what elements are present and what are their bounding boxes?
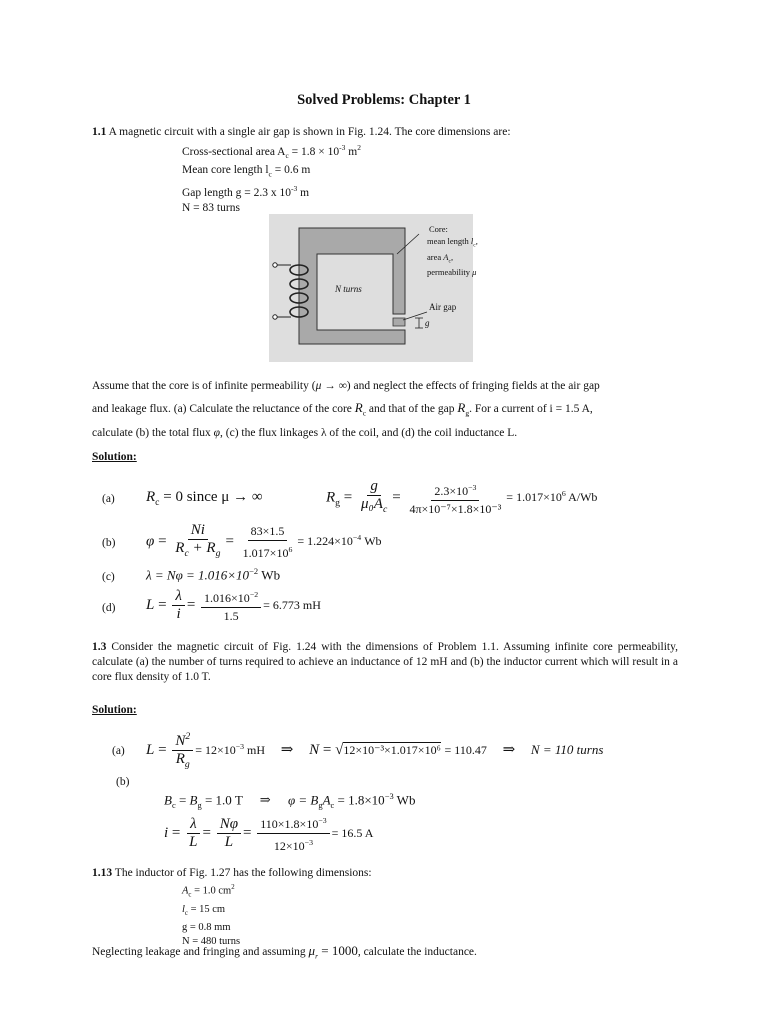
part-d-label: (d) <box>102 602 116 614</box>
problem-number: 1.1 <box>92 126 107 138</box>
figure-air-gap: Air gap <box>429 302 457 312</box>
magnetic-circuit-figure <box>269 214 478 362</box>
assumption-paragraph: Assume that the core is of infinite permeability (μ → ∞) and neglect the effects of fringing fields at the air gap and leakage flux. (a) Calculate the reluctance of the core $R_c$ and that of the gap $R_g$. For a current of i = 1.5 A, calculate (b) the total flux φ, (c) the flux linkages λ of the coil, and (d) the coil inductance L. <box>92 380 600 440</box>
dim-length-2: $l_c = 15$ cm <box>182 903 226 917</box>
dim-area: Cross-sectional area $A_c = 1.8 \times 10^{-3}$ $m^2$ <box>182 143 361 161</box>
page-title: Solved Problems: Chapter 1 <box>297 92 471 108</box>
dim-gap: Gap length g = 2.3 x $10^{-3}$ m <box>182 184 310 200</box>
dimension-list <box>182 140 361 216</box>
part-1-3-a-label: (a) <box>112 745 125 757</box>
eq-turns: L = $\frac{N^2}{R_g}$ = $12\times 10^{-3}$ mH ⇒ N = √12×10⁻³×1.017×10⁶ = 110.47 ⇒ N = 110 turns <box>146 728 603 773</box>
eq-inductance: L = $\frac{\lambda}{i}$ = $\frac{1.016\times 10^{-2}}{1.5}$ = 6.773 mH <box>146 588 321 623</box>
eq-core-reluctance: $R_c = 0$ since μ → ∞ <box>146 489 263 508</box>
figure-core-props: mean length $l_c$, area $A_c$, permeability μ <box>427 236 478 278</box>
eq-total-flux: φ = $\frac{Ni}{R_c + R_g}$ = $\frac{83\times 1.5}{1.017\times 10^6}$ = $1.224\times 10^{-4}$ Wb <box>146 522 382 560</box>
core-lower-stub <box>393 318 405 326</box>
figure-n-turns: N turns <box>335 284 362 294</box>
solution-heading-2: Solution: <box>92 704 137 716</box>
dim-turns: N = 83 turns <box>182 202 240 215</box>
solution-heading-1: Solution: <box>92 451 137 463</box>
figure-labels: Core: <box>429 224 448 234</box>
terminal-bottom <box>273 315 277 319</box>
terminal-top <box>273 263 277 267</box>
eq-flux-linkage: $\lambda = N\varphi = 1.016\times 10^{-2}$ Wb <box>146 566 281 583</box>
dim-length: Mean core length $l_c = 0.6$ m <box>182 164 311 179</box>
problem-1-13-intro: 1.13 The inductor of Fig. 1.27 has the following dimensions: <box>92 867 372 879</box>
problem-1-1-intro <box>92 125 692 140</box>
figure-g: g <box>425 318 430 328</box>
problem-text: A magnetic circuit with a single air gap is shown in Fig. 1.24. The core dimensions are: <box>108 126 511 138</box>
problem-1-13-closing: Neglecting leakage and fringing and assuming $\mu_r = 1000$, calculate the inductance. <box>92 943 477 961</box>
dimension-list-2 <box>182 881 240 949</box>
eq-flux-density: $B_c = B_g = 1.0$ T ⇒ $\varphi = B_gA_c = 1.8\times 10^{-3}$ Wb <box>164 791 416 810</box>
problem-1-3: 1.3 Consider the magnetic circuit of Fig. 1.24 with the dimensions of Problem 1.1. Assuming infinite core permeability, calculate (a) the number of turns required to achieve an inductance of 12 mH and (b) the inductor current which will result in a core flux density of 1.0 T. <box>92 641 678 683</box>
part-b-label: (b) <box>102 537 116 549</box>
eq-gap-reluctance: $R_g$ = $\frac{g}{\mu_0A_c}$ = $\frac{2.3\times 10^{-3}}{\text{4π×10⁻⁷×1.8×10⁻³}}$ = $1.017\times 10^6$ A/Wb <box>326 478 598 516</box>
dim-gap-2: g = 0.8 mm <box>182 921 231 933</box>
part-c-label: (c) <box>102 571 115 583</box>
dim-area-2: $A_c = 1.0$ $cm^2$ <box>182 884 235 899</box>
part-1-3-b-label: (b) <box>116 776 130 788</box>
eq-current: i = $\frac{\lambda}{L}$ = $\frac{N\varphi}{L}$ = $\frac{110\times 1.8\times 10^{-3}}{12\times 10^{-3}}$ = 16.5 A <box>164 812 373 855</box>
dim-turns-2: N = 480 turns <box>182 935 241 947</box>
part-a-label: (a) <box>102 493 115 505</box>
